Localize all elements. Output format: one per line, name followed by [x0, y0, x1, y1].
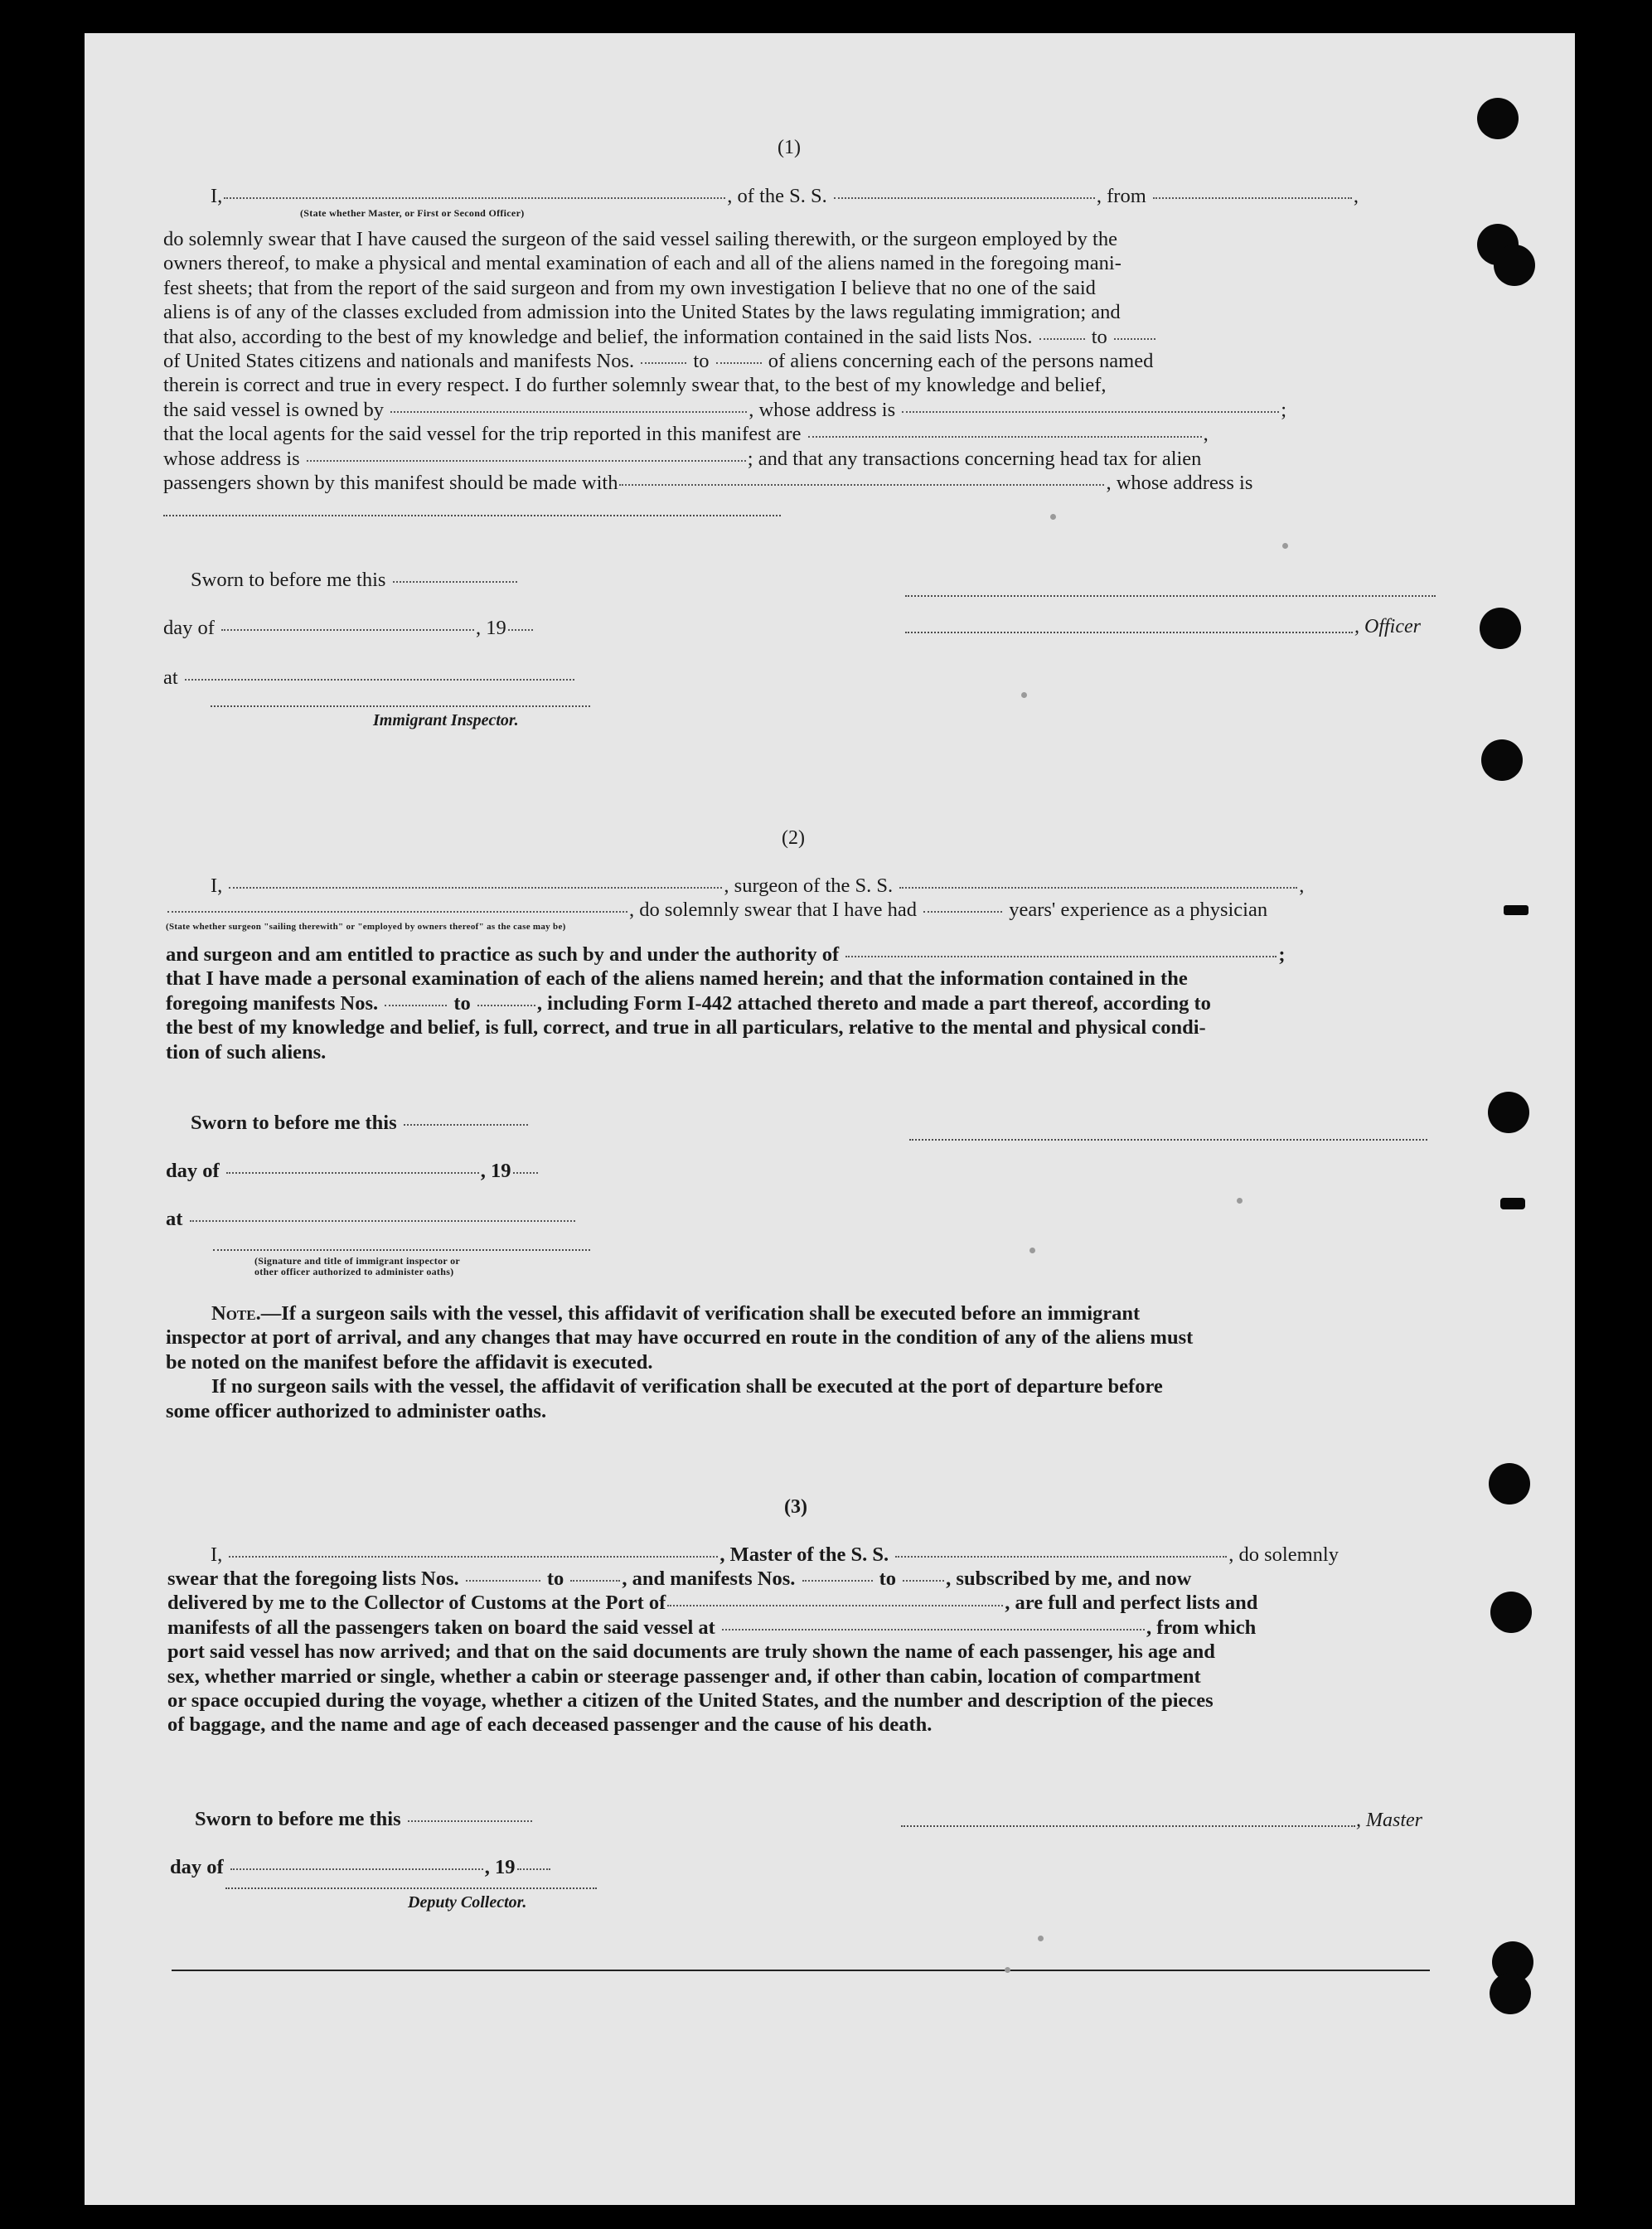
s3-text-line: or space occupied during the voyage, whether a citizen of the United States, and the number and description of the pieces	[167, 1689, 1214, 1713]
s2-signature-line[interactable]	[909, 1139, 1427, 1141]
note-line: If no surgeon sails with the vessel, the affidavit of verification shall be executed at the port of departure before	[211, 1375, 1163, 1398]
s1-signature-line[interactable]	[905, 595, 1436, 597]
speck	[1237, 1198, 1243, 1204]
local-agents-field[interactable]	[808, 436, 1202, 438]
s3-line-1	[211, 1543, 1339, 1567]
speck	[1029, 1248, 1035, 1253]
s3-manifests-from-field[interactable]	[802, 1580, 873, 1582]
punch-mark	[1504, 905, 1528, 915]
s2-surgeon-of: , surgeon of the S. S.	[724, 875, 894, 897]
s1-l6a: of United States citizens and nationals and manifests Nos.	[163, 350, 635, 373]
s3-l3b: , are full and perfect lists and	[1005, 1592, 1258, 1615]
vessel-name-field[interactable]	[834, 197, 1095, 199]
speck	[1282, 543, 1288, 549]
s2-l2b: years' experience as a physician	[1009, 899, 1268, 921]
s3-day-label: day of	[170, 1856, 224, 1878]
punch-hole	[1488, 1092, 1529, 1133]
s3-l3a: delivered by me to the Collector of Customs at the Port of	[167, 1592, 666, 1615]
s1-of-ss: , of the S. S.	[727, 185, 827, 207]
section2-number: (2)	[782, 827, 805, 849]
years-experience-field[interactable]	[923, 911, 1002, 913]
s1-sub-caption: (State whether Master, or First or Second Officer)	[300, 207, 525, 219]
s2-line-1: I, , surgeon of the S. S. ,	[211, 875, 1305, 897]
s2-caption-1: (Signature and title of immigrant inspector or	[254, 1255, 461, 1267]
s2-sworn	[191, 1111, 530, 1135]
s1-text-line: aliens is of any of the classes excluded from admission into the United States by the laws regulating immigration; and	[163, 301, 1121, 324]
s1-day-field[interactable]	[221, 629, 474, 631]
from-port-field[interactable]	[1153, 197, 1352, 199]
s3-l4b: , from which	[1146, 1616, 1257, 1639]
s2-body	[166, 942, 1438, 1064]
punch-hole	[1481, 739, 1523, 781]
note-line	[166, 1301, 1438, 1325]
officer-label: , Officer	[1354, 616, 1421, 637]
s3-text-line	[167, 1591, 1440, 1615]
lists-to-field[interactable]	[1114, 338, 1155, 340]
s2-inspector-signature-line[interactable]	[213, 1249, 590, 1251]
s1-text-line	[163, 325, 1432, 349]
s3-l2d: to	[879, 1568, 897, 1590]
manifests-from-field[interactable]	[641, 362, 686, 364]
s1-intro: I,	[211, 185, 223, 207]
s2-day-field[interactable]	[226, 1172, 479, 1174]
s1-body	[163, 227, 1432, 495]
surgeon-status-field[interactable]	[167, 911, 627, 913]
note-label: Note.	[211, 1302, 261, 1325]
officer-title-field[interactable]	[224, 197, 725, 199]
deputy-collector-caption: Deputy Collector.	[408, 1893, 527, 1912]
section3-number: (3)	[784, 1496, 807, 1518]
s3-year-label: , 19	[484, 1856, 516, 1878]
s3-sworn-field[interactable]	[408, 1820, 532, 1822]
section1-number: (1)	[778, 137, 801, 158]
s3-l2c: , and manifests Nos.	[622, 1568, 796, 1590]
s3-solemnly: , do solemnly	[1228, 1543, 1339, 1566]
note-dash: —	[260, 1302, 282, 1325]
s1-text-line: the said vessel is owned by , whose address is ;	[163, 398, 1287, 421]
punch-hole	[1490, 1973, 1531, 2014]
s3-text-line: port said vessel has now arrived; and that on the said documents are truly shown the name of each passenger, his age and	[167, 1640, 1215, 1664]
s2-at-field[interactable]	[190, 1220, 575, 1222]
s3-text-line: of baggage, and the name and age of each deceased passenger and the cause of his death.	[167, 1713, 933, 1737]
s2-year-field[interactable]	[513, 1172, 538, 1174]
inspector-caption: Immigrant Inspector.	[373, 711, 519, 729]
s2-text-line: that I have made a personal examination of each of the aliens named herein; and that the information contained in the	[166, 967, 1188, 991]
s1-sworn-field[interactable]	[393, 581, 517, 583]
owner-address-field[interactable]	[902, 411, 1279, 413]
s1-text-line	[163, 471, 1432, 495]
note-line: some officer authorized to administer oaths.	[166, 1399, 547, 1422]
s2-l2a: , do solemnly swear that I have had	[629, 899, 917, 921]
s3-l4a: manifests of all the passengers taken on board the said vessel at	[167, 1616, 715, 1639]
s3-lists-to-field[interactable]	[570, 1580, 620, 1582]
s1-from: , from	[1096, 185, 1146, 207]
s1-year-label: , 19	[476, 617, 506, 639]
s1-l6c: of aliens concerning each of the persons named	[768, 350, 1154, 373]
master-signature-line[interactable]	[901, 1825, 1355, 1827]
speck	[1021, 692, 1027, 698]
s2-note	[166, 1301, 1438, 1423]
s3-text-line: sex, whether married or single, whether a cabin or steerage passenger and, if other than cabin, location of compartment	[167, 1664, 1201, 1688]
s1-line-1: I, , of the S. S. , from ,	[211, 185, 1359, 207]
officer-signature-line[interactable]	[905, 632, 1353, 633]
master-label: , Master	[1356, 1810, 1422, 1831]
s2-manifests-from-field[interactable]	[385, 1005, 447, 1006]
punch-hole	[1490, 1592, 1532, 1633]
s1-l10a: whose address is	[163, 447, 300, 470]
address-continuation-line[interactable]	[163, 515, 781, 516]
s1-text-line: do solemnly swear that I have caused the surgeon of the said vessel sailing therewith, or the surgeon employed by the	[163, 228, 1117, 250]
s3-l2e: , subscribed by me, and now	[946, 1568, 1192, 1590]
head-tax-contact-field[interactable]	[619, 484, 1104, 486]
s3-body	[167, 1567, 1440, 1737]
s1-l5a: that also, according to the best of my knowledge and belief, the information contained in the said lists Nos.	[163, 325, 1033, 348]
s2-day-label: day of	[166, 1160, 220, 1182]
s2-l5b: to	[453, 991, 471, 1015]
s1-l8a: the said vessel is owned by	[163, 398, 385, 421]
s1-l5b: to	[1091, 325, 1107, 348]
s1-text-line: therein is correct and true in every respect. I do further solemnly swear that, to the best of my knowledge and belief,	[163, 374, 1107, 397]
s1-sworn-label: Sworn to before me this	[191, 569, 386, 591]
s3-l2b: to	[546, 1568, 564, 1590]
s2-vessel-field[interactable]	[899, 887, 1297, 889]
s3-l2a: swear that the foregoing lists Nos.	[167, 1568, 459, 1590]
s3-text-line	[167, 1567, 1440, 1591]
s2-l5a: foregoing manifests Nos.	[166, 991, 379, 1015]
s3-master-of: , Master of the S. S.	[719, 1543, 889, 1566]
s3-sworn	[195, 1807, 534, 1831]
s2-day	[166, 1159, 540, 1183]
s3-vessel-field[interactable]	[895, 1556, 1227, 1558]
punch-mark	[1500, 1198, 1525, 1209]
s1-l11b: , whose address is	[1106, 472, 1253, 495]
s1-l11a: passengers shown by this manifest should be made with	[163, 472, 618, 495]
boarding-port-field[interactable]	[722, 1629, 1145, 1631]
s1-year-field[interactable]	[508, 629, 533, 631]
s2-text-line	[166, 991, 1438, 1015]
s1-at-field[interactable]	[185, 679, 574, 681]
s1-sworn	[191, 568, 519, 592]
s3-year-field[interactable]	[517, 1868, 550, 1870]
inspector-signature-line[interactable]	[211, 705, 590, 707]
s2-caption-2: other officer authorized to administer oaths)	[254, 1266, 454, 1277]
s2-intro: I,	[211, 875, 223, 897]
s2-sworn-field[interactable]	[404, 1124, 528, 1126]
s1-text-line	[163, 349, 1432, 373]
s1-l8b: , whose address is	[748, 398, 896, 421]
s2-text-line: the best of my knowledge and belief, is full, correct, and true in all particulars, relative to the mental and physical condi-	[166, 1016, 1206, 1039]
s2-at-label: at	[166, 1208, 183, 1230]
bottom-rule	[172, 1970, 1430, 1971]
s1-day-label: day of	[163, 617, 215, 639]
speck	[1005, 1967, 1010, 1973]
speck	[1038, 1936, 1044, 1941]
owner-field[interactable]	[390, 411, 747, 413]
s2-text-line: tion of such aliens.	[166, 1040, 327, 1064]
collector-port-field[interactable]	[667, 1605, 1003, 1606]
speck	[1050, 514, 1056, 520]
s1-text-line	[163, 447, 1432, 471]
s3-day	[170, 1855, 552, 1879]
punch-hole	[1489, 1463, 1530, 1505]
s2-text-line: and surgeon and am entitled to practice as such by and under the authority of ;	[166, 943, 1286, 966]
s3-manifests-to-field[interactable]	[903, 1580, 944, 1582]
note-line: inspector at port of arrival, and any changes that may have occurred en route in the condition of any of the aliens must	[166, 1326, 1194, 1350]
punch-hole	[1480, 608, 1521, 649]
s2-year-label: , 19	[480, 1160, 511, 1182]
agents-address-field[interactable]	[307, 460, 746, 462]
master-name-field[interactable]	[229, 1556, 718, 1558]
surgeon-name-field[interactable]	[229, 887, 722, 889]
manifests-to-field[interactable]	[716, 362, 762, 364]
s2-sworn-label: Sworn to before me this	[191, 1112, 397, 1134]
lists-from-field[interactable]	[1039, 338, 1085, 340]
s2-line-2	[166, 898, 1267, 922]
note-line: be noted on the manifest before the affidavit is executed.	[166, 1350, 653, 1374]
collector-signature-line[interactable]	[225, 1887, 597, 1889]
s3-sworn-label: Sworn to before me this	[195, 1808, 401, 1830]
s3-lists-from-field[interactable]	[466, 1580, 540, 1582]
s2-sub-caption: (State whether surgeon "sailing therewith" or "employed by owners thereof" as the case may be)	[166, 922, 566, 932]
s1-l6b: to	[693, 350, 710, 373]
form-page	[85, 33, 1575, 2205]
s1-at	[163, 666, 576, 690]
punch-hole	[1477, 98, 1519, 139]
punch-hole	[1494, 245, 1535, 286]
s1-l9: that the local agents for the said vessel for the trip reported in this manifest are	[163, 423, 802, 446]
s1-at-label: at	[163, 666, 178, 689]
s1-day	[163, 616, 535, 640]
s2-at	[166, 1207, 577, 1231]
s1-text-line: fest sheets; that from the report of the said surgeon and from my own investigation I believe that no one of the said	[163, 276, 1096, 299]
s3-day-field[interactable]	[230, 1868, 483, 1870]
authority-field[interactable]	[845, 956, 1277, 957]
s2-manifests-to-field[interactable]	[477, 1005, 535, 1006]
s1-text-line: owners thereof, to make a physical and mental examination of each and all of the aliens named in the foregoing mani-	[163, 252, 1122, 275]
note-text-1: If a surgeon sails with the vessel, this affidavit of verification shall be executed before an immigrant	[281, 1302, 1141, 1325]
s3-text-line	[167, 1616, 1440, 1640]
s1-l10b: ; and that any transactions concerning head tax for alien	[747, 447, 1202, 470]
s2-l3: and surgeon and am entitled to practice as such by and under the authority of	[166, 943, 840, 966]
s3-intro: I,	[211, 1543, 223, 1566]
s1-text-line: that the local agents for the said vessel for the trip reported in this manifest are ,	[163, 423, 1209, 446]
s2-l5c: , including Form I-442 attached thereto and made a part thereof, according to	[536, 991, 1211, 1015]
